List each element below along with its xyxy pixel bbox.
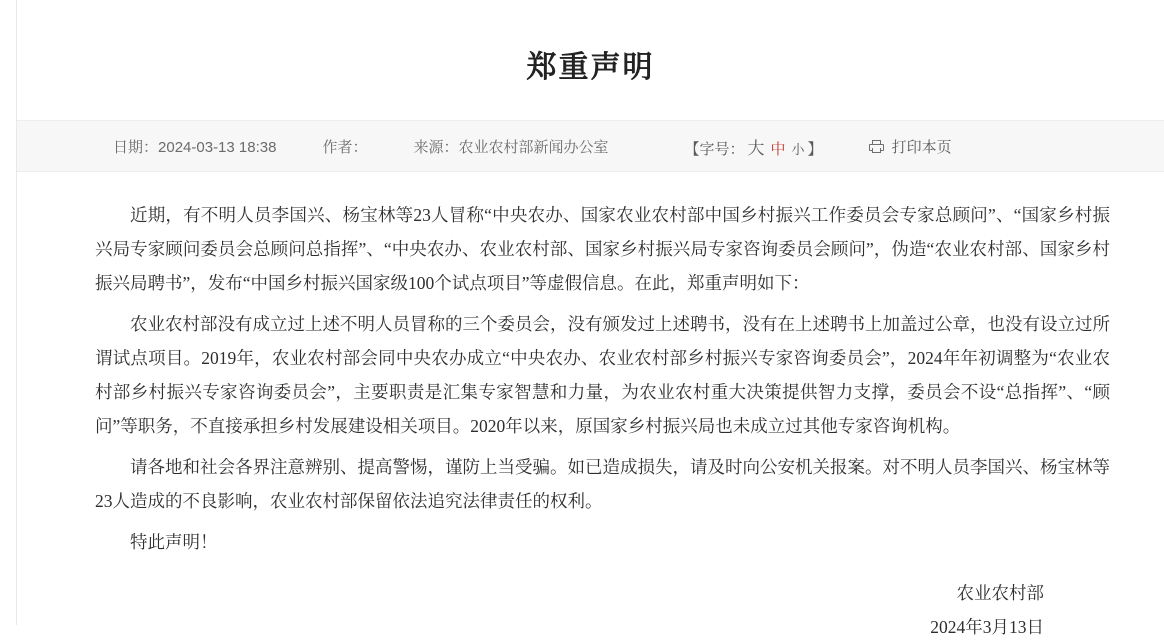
font-size-medium-option[interactable]: 中 [770,140,786,158]
article-paragraph: 特此声明！ [130,532,218,552]
page-title: 郑重声明 [526,51,655,84]
meta-date-value: 2024-03-13 18:38 [158,138,277,156]
meta-date [113,136,276,157]
meta-source-label: 来源： [413,138,459,156]
article-meta-bar [17,120,1164,172]
meta-date-label: 日期： [113,138,159,156]
signature-organization: 农业农村部 [956,583,1044,603]
document-content [17,0,1164,637]
font-size-small-option[interactable]: 小 [791,141,805,157]
meta-source [413,136,608,157]
signature-date: 2024年3月13日 [930,617,1044,637]
font-size-switcher [685,134,823,159]
meta-author [322,136,367,157]
print-page-label: 打印本页 [891,138,952,156]
article-body [17,172,1164,643]
font-size-large-option[interactable]: 大 [747,138,765,158]
font-size-label-close: 】 [807,140,823,158]
article-paragraph: 农业农村部没有成立过上述不明人员冒称的三个委员会，没有颁发过上述聘书，没有在上述聘书上加盖过公章，也没有设立过所谓试点项目。2019年，农业农村部会同中央农办成立“中央农办、农业农村部乡村振兴专家咨询委员会”，2024年年初调整为“农业农村部乡村振兴专家咨询委员会”，主要职责是汇集专家智慧和力量，为农业农村重大决策提供智力支撑，委员会不设“总指挥”、“顾问”等职务，不直接承担乡村发展建设相关项目。2020年以来，原国家乡村振兴局也未成立过其他专家咨询机构。 [95,314,1110,436]
meta-source-value: 农业农村部新闻办公室 [458,138,609,156]
article-paragraph: 近期，有不明人员李国兴、杨宝林等23人冒称“中央农办、国家农业农村部中国乡村振兴工作委员会专家总顾问”、“国家乡村振兴局专家顾问委员会总顾问总指挥”、“中央农办、农业农村部、国家乡村振兴局专家咨询委员会顾问”，伪造“农业农村部、国家乡村振兴局聘书”，发布“中国乡村振兴国家级100个试点项目”等虚假信息。在此，郑重声明如下： [95,205,1110,293]
article-signature [95,577,1110,643]
article-paragraph: 请各地和社会各界注意辨别、提高警惕，谨防上当受骗。如已造成损失，请及时向公安机关报案。对不明人员李国兴、杨宝林等23人造成的不良影响，农业农村部保留依法追究法律责任的权利。 [95,457,1110,511]
left-rail [0,0,17,625]
meta-author-label: 作者： [322,138,368,156]
print-page-button[interactable] [869,136,952,157]
font-size-label-open: 【字号： [684,140,745,158]
printer-icon [869,140,884,153]
